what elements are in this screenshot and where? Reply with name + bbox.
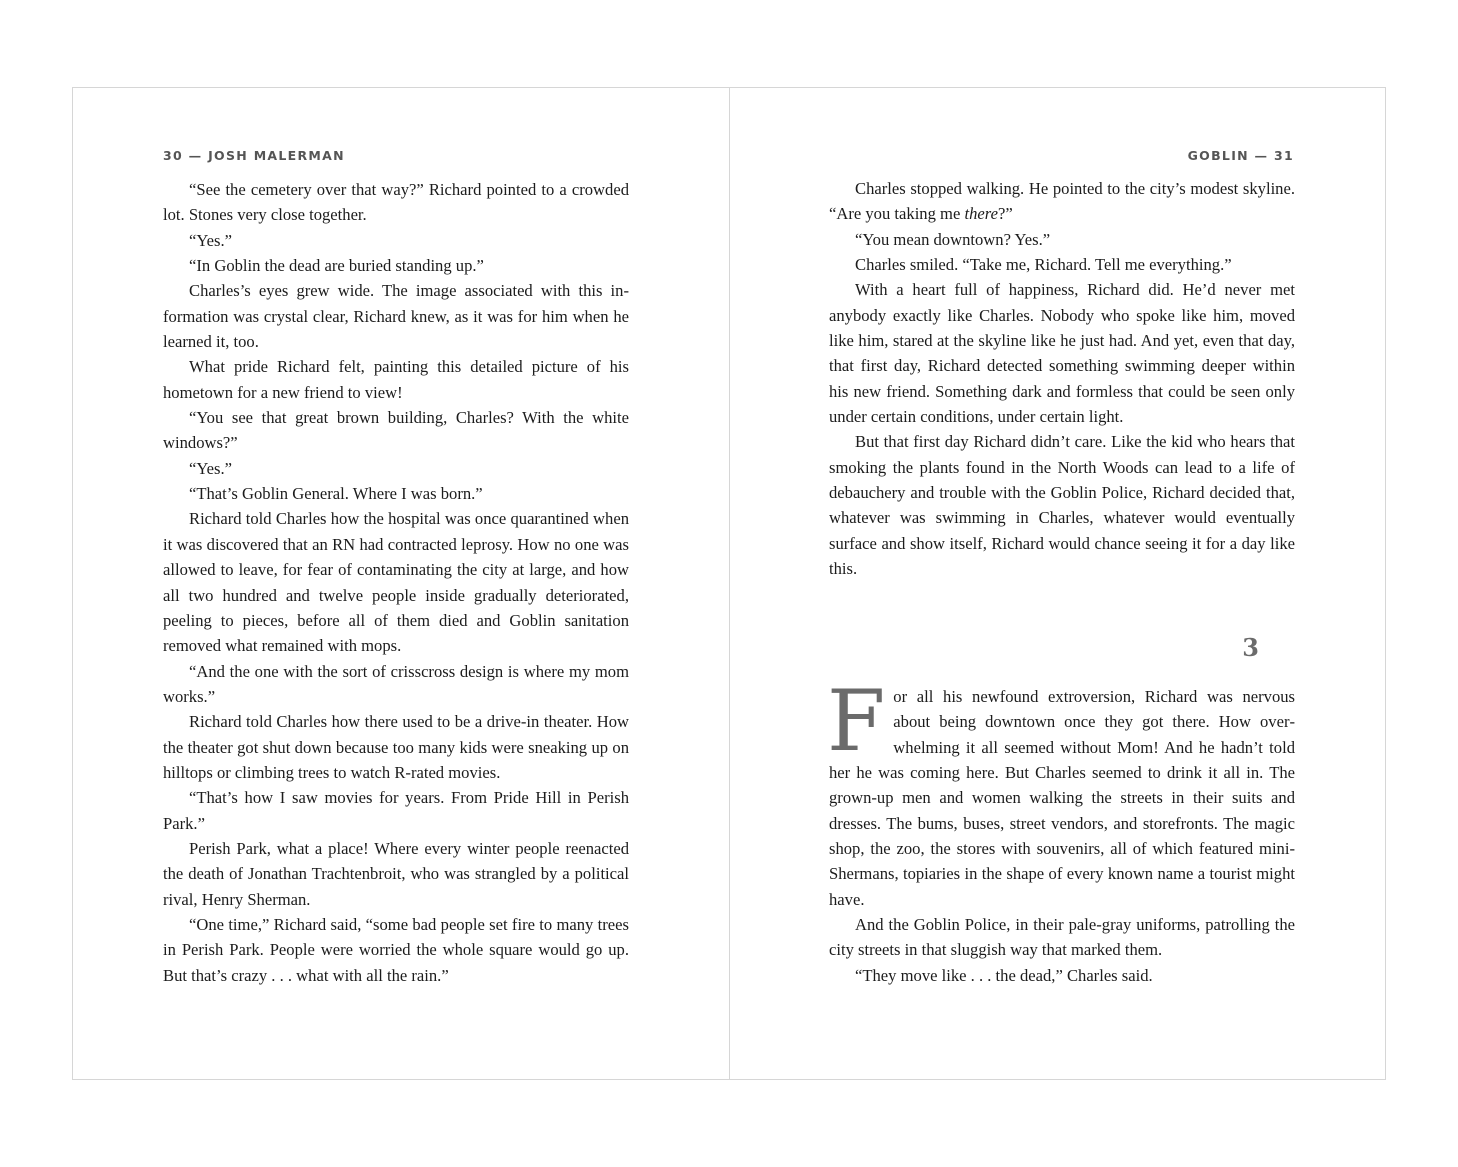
paragraph: And the Goblin Police, in their pale-gray uniforms, patrolling the city streets in that sluggish way that marked them.: [829, 915, 1295, 960]
paragraph: “And the one with the sort of crisscross design is where my mom works.”: [163, 661, 629, 706]
emphasized-word: there: [964, 204, 998, 224]
paragraph: But that first day Richard didn’t care. Like the kid who hears that smoking the plants found in the North Woods can lead to a life of debauchery and trouble with the Goblin Police, Richard decided that, whatever was swimming in Charles, whatever would eventually surface and show itself, Richard would chance seeing it for a day like this.: [829, 432, 1295, 579]
page-gutter: [729, 88, 730, 1079]
paragraph: What pride Richard felt, painting this detailed picture of his hometown for a new friend to view!: [163, 357, 629, 402]
paragraph-text: ?”: [997, 204, 1013, 224]
paragraph: Charles smiled. “Take me, Richard. Tell me everything.”: [855, 255, 1232, 275]
paragraph-text: or all his newfound extroversion, Richard was nervous about being downtown once they got there. How overwhelming it all seemed without Mom! And he hadn’t told her he was coming here. But Charles seemed to drink it all in. The grown-up men and women walking the streets in their suits and dresses. The bums, buses, street vendors, and storefronts. The magic shop, the zoo, the stores with souvenirs, all of which featured mini-Shermans, topiaries in the shape of every known name a tourist might have.: [829, 687, 1295, 909]
paragraph: “In Goblin the dead are buried standing up.”: [189, 256, 484, 276]
paragraph: “Yes.”: [189, 458, 233, 478]
paragraph: “You see that great brown building, Charles? With the white windows?”: [163, 408, 629, 453]
paragraph: Charles’s eyes grew wide. The image associated with this information was crystal clear, Richard knew, as it was for him when he learned it, too.: [163, 281, 629, 352]
chapter-number: 3: [1242, 633, 1259, 662]
left-running-head: 30 — JOSH MALERMAN: [163, 148, 345, 163]
paragraph-text: Charles stopped walking. He pointed to the city’s modest skyline. “Are you taking me: [829, 179, 1295, 224]
right-page-body: [829, 176, 1295, 582]
paragraph: Richard told Charles how there used to be a drive-in theater. How the theater got shut down because too many kids were sneaking up on hilltops or climbing trees to watch R-rated movies.: [163, 712, 629, 782]
chapter-opening-paragraph: [827, 672, 1295, 912]
paragraph: “One time,” Richard said, “some bad people set fire to many trees in Perish Park. People were worried the whole square would go up. But that’s crazy . . . what with all the rain.”: [163, 914, 629, 985]
paragraph: “That’s Goblin General. Where I was born.”: [189, 484, 483, 504]
drop-cap: F: [827, 672, 886, 770]
paragraph: Perish Park, what a place! Where every winter people reenacted the death of Jonathan Trachtenbroit, who was strangled by a political rival, Henry Sherman.: [163, 838, 629, 909]
chapter-body: [827, 672, 1295, 988]
paragraph: Richard told Charles how the hospital was once quarantined when it was discovered that an RN had contracted leprosy. How no one was allowed to leave, for fear of contaminating the city at large, and how all two hundred and twelve people inside gradually deteriorated, peeling to pieces, before all of them died and Goblin sanitation removed what remained with mops.: [163, 509, 629, 656]
right-running-head: GOBLIN — 31: [1187, 148, 1294, 163]
paragraph: With a heart full of happiness, Richard did. He’d never met anybody exactly like Charles. Nobody who spoke like him, moved like him, stared at the skyline like he just had. And yet, even that day, that first day, Richard detected something swimming deeper within his new friend. Something dark and formless that could be seen only under certain conditions, under certain light.: [829, 280, 1295, 427]
paragraph: “They move like . . . the dead,” Charles said.: [855, 965, 1153, 985]
paragraph: “See the cemetery over that way?” Richard pointed to a crowded lot. Stones very close together.: [163, 180, 629, 225]
paragraph: “Yes.”: [189, 230, 233, 250]
left-page-body: [163, 177, 629, 988]
paragraph: “That’s how I saw movies for years. From Pride Hill in Perish Park.”: [163, 788, 629, 833]
continued-paragraph: [829, 176, 1295, 227]
paragraph: “You mean downtown? Yes.”: [855, 229, 1051, 249]
